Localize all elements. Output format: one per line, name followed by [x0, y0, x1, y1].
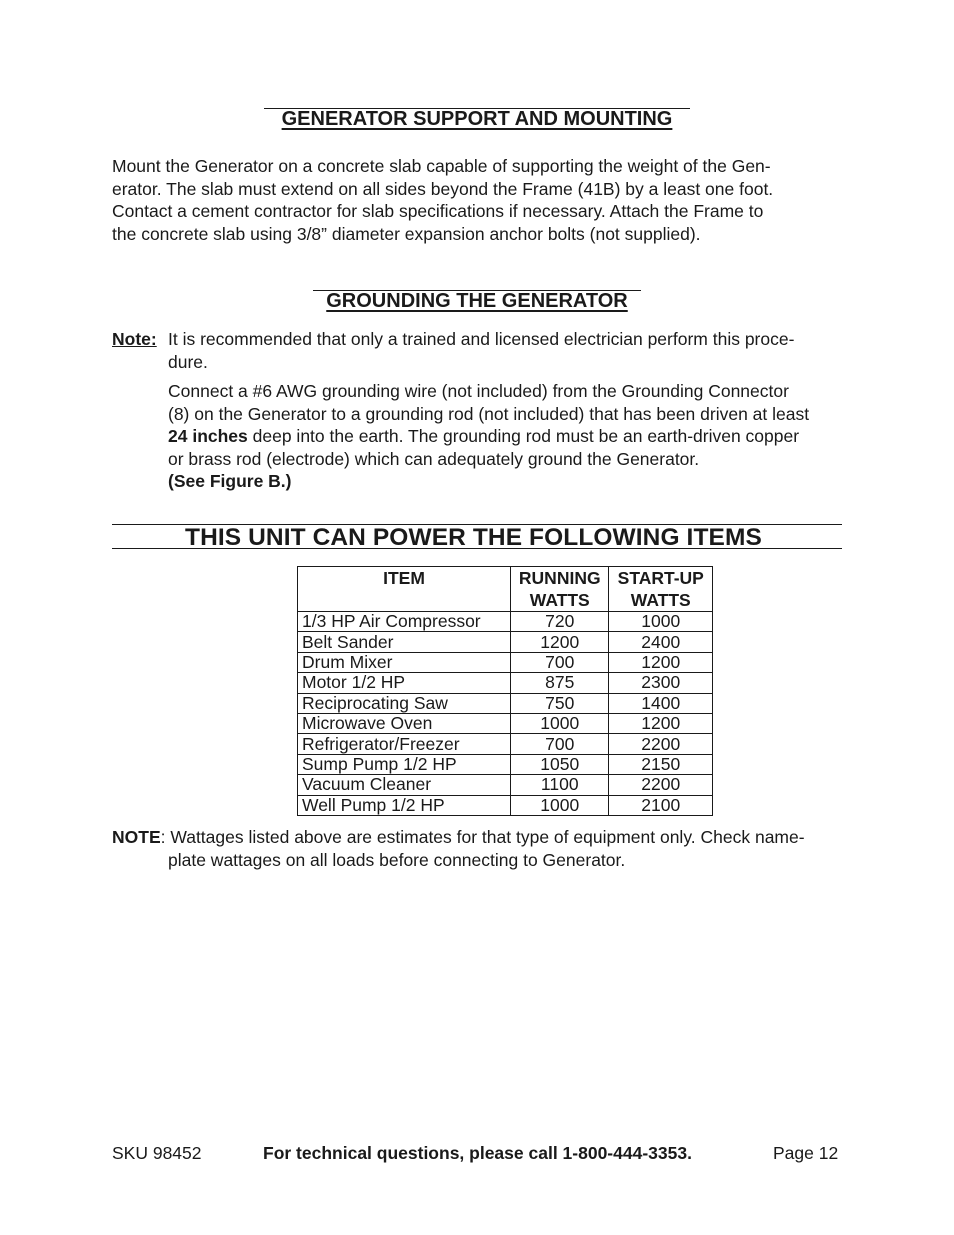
footer-sku: SKU 98452 — [112, 1143, 202, 1163]
header-running-line1: RUNNING — [518, 568, 601, 588]
cell-startup-watts: 2200 — [609, 734, 713, 754]
cell-startup-watts: 2300 — [609, 673, 713, 693]
section1-heading: GENERATOR SUPPORT AND MOUNTING — [281, 108, 673, 130]
section2-body-line-1: Connect a #6 AWG grounding wire (not included) from the Grounding Connector — [168, 381, 789, 401]
section1-line-2: erator. The slab must extend on all sides beyond the Frame (41B) by a least one foot. — [112, 178, 774, 199]
header-running-line2: WATTS — [529, 590, 590, 610]
header-startup — [609, 567, 713, 612]
table-body — [298, 612, 713, 816]
cell-running-watts: 700 — [511, 734, 609, 754]
table-row — [298, 775, 713, 795]
cell-item: Vacuum Cleaner — [298, 775, 511, 795]
cell-startup-watts: 1400 — [609, 693, 713, 713]
cell-item: Drum Mixer — [298, 652, 511, 672]
cell-item: Microwave Oven — [298, 713, 511, 733]
cell-startup-watts: 2200 — [609, 775, 713, 795]
section1-line-3: Contact a cement contractor for slab specifications if necessary. Attach the Frame to — [112, 201, 764, 221]
section3-note — [112, 826, 852, 871]
header-startup-line1: START-UP — [617, 568, 704, 588]
table-row — [298, 795, 713, 815]
cell-startup-watts: 1200 — [609, 652, 713, 672]
section2-heading: GROUNDING THE GENERATOR — [326, 290, 628, 312]
section3-note-label: NOTE — [112, 827, 161, 847]
cell-running-watts: 1100 — [511, 775, 609, 795]
wattage-table — [297, 566, 713, 816]
cell-startup-watts: 2400 — [609, 632, 713, 652]
cell-running-watts: 1050 — [511, 754, 609, 774]
section1-line-1: Mount the Generator on a concrete slab capable of supporting the weight of the Gen- — [112, 156, 771, 176]
cell-item: Refrigerator/Freezer — [298, 734, 511, 754]
table-row — [298, 734, 713, 754]
cell-item: Reciprocating Saw — [298, 693, 511, 713]
section2-body-line-2: (8) on the Generator to a grounding rod (not included) that has been driven at least — [168, 403, 810, 424]
header-item-label: ITEM — [383, 568, 425, 588]
section2-note-line-1: It is recommended that only a trained and licensed electrician perform this proce- — [168, 329, 795, 349]
section3-bottom-rule — [112, 548, 842, 549]
cell-running-watts: 1000 — [511, 795, 609, 815]
cell-startup-watts: 1200 — [609, 713, 713, 733]
cell-item: Well Pump 1/2 HP — [298, 795, 511, 815]
cell-running-watts: 700 — [511, 652, 609, 672]
section2-body-line-3 — [168, 425, 858, 448]
cell-running-watts: 1200 — [511, 632, 609, 652]
section2-body — [168, 380, 858, 493]
footer-help-line: For technical questions, please call 1-800-444-3353. — [263, 1143, 692, 1163]
table-row — [298, 632, 713, 652]
depth-emphasis: 24 inches — [168, 426, 248, 446]
header-item — [298, 567, 511, 612]
section3-note-text-1: : Wattages listed above are estimates for that type of equipment only. Check name- — [160, 827, 805, 847]
section3-title: THIS UNIT CAN POWER THE FOLLOWING ITEMS — [185, 524, 762, 551]
cell-running-watts: 1000 — [511, 713, 609, 733]
cell-item: Belt Sander — [298, 632, 511, 652]
table-row — [298, 652, 713, 672]
figure-reference: (See Figure B.) — [168, 471, 292, 491]
table-header-row — [298, 567, 713, 612]
cell-item: Sump Pump 1/2 HP — [298, 754, 511, 774]
header-startup-line2: WATTS — [630, 590, 691, 610]
section2-body-line-3-rest: deep into the earth. The grounding rod must be an earth-driven copper — [247, 426, 800, 446]
table-row — [298, 754, 713, 774]
footer-page-number: Page 12 — [773, 1143, 839, 1163]
cell-item: 1/3 HP Air Compressor — [298, 612, 511, 632]
table-row — [298, 673, 713, 693]
section2-note-line-2: dure. — [168, 351, 208, 372]
section2-body-line-4: or brass rod (electrode) which can adequately ground the Generator. — [168, 448, 700, 469]
cell-startup-watts: 2100 — [609, 795, 713, 815]
cell-item: Motor 1/2 HP — [298, 673, 511, 693]
cell-startup-watts: 2150 — [609, 754, 713, 774]
section3-note-line-2: plate wattages on all loads before connecting to Generator. — [168, 849, 626, 870]
table-row — [298, 612, 713, 632]
table-row — [298, 693, 713, 713]
section3-note-line-1 — [112, 826, 852, 849]
cell-startup-watts: 1000 — [609, 612, 713, 632]
section1-line-4: the concrete slab using 3/8” diameter expansion anchor bolts (not supplied). — [112, 223, 701, 244]
table-row — [298, 713, 713, 733]
cell-running-watts: 750 — [511, 693, 609, 713]
section1-body — [112, 155, 852, 245]
section2-note-label: Note: — [112, 329, 157, 349]
cell-running-watts: 875 — [511, 673, 609, 693]
header-running — [511, 567, 609, 612]
cell-running-watts: 720 — [511, 612, 609, 632]
